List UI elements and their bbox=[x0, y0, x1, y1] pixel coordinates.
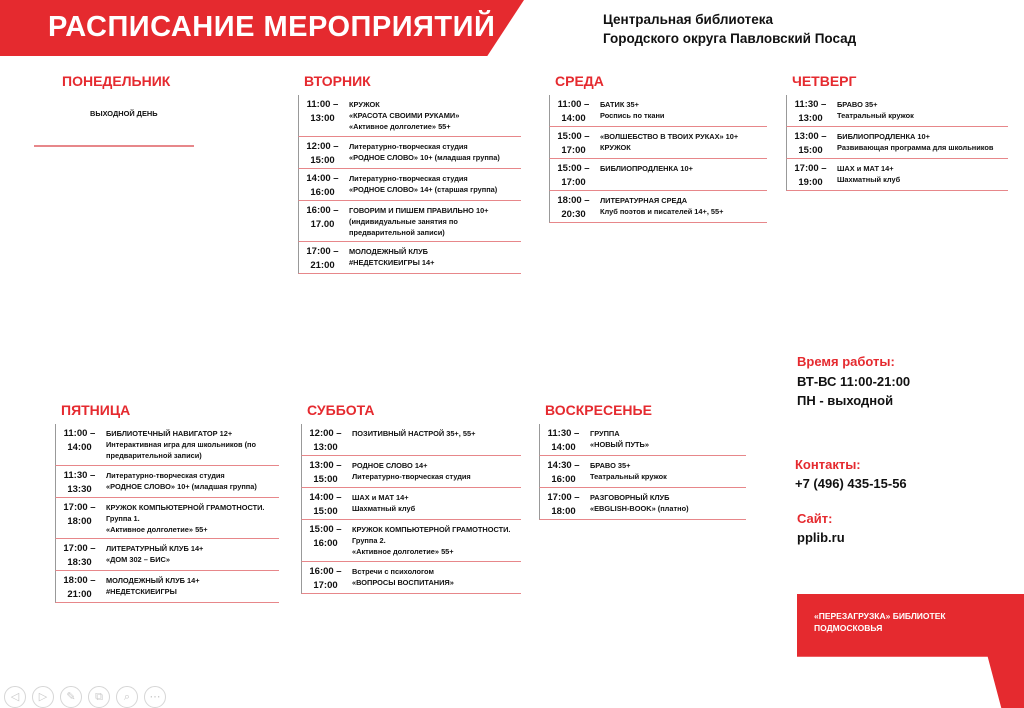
event-time: 14:00 – 16:00 bbox=[306, 172, 339, 198]
event-time: 18:00 – 20:30 bbox=[557, 195, 590, 220]
event-row bbox=[549, 127, 767, 159]
day-title-sunday: ВОСКРЕСЕНЬЕ bbox=[545, 402, 652, 418]
event-description: БИБЛИОПРОДЛЕНКА 10+ Развивающая программа для школьников bbox=[837, 132, 994, 153]
day-title-saturday: СУББОТА bbox=[307, 402, 375, 418]
site-url[interactable]: pplib.ru bbox=[797, 530, 845, 545]
day-title-tuesday: ВТОРНИК bbox=[304, 73, 371, 89]
event-row bbox=[298, 169, 521, 201]
event-description: БРАВО 35+ Театральный кружок bbox=[590, 461, 667, 482]
event-description: БИБЛИОПРОДЛЕНКА 10+ bbox=[600, 164, 693, 173]
event-row bbox=[55, 466, 279, 498]
event-description: ЛИТЕРАТУРНЫЙ КЛУБ 14+ «ДОМ 302 – БИС» bbox=[106, 544, 204, 565]
event-time: 11:30 – 13:30 bbox=[63, 469, 96, 495]
event-list bbox=[786, 95, 1008, 191]
reboot-banner-text: «ПЕРЕЗАГРУЗКА» БИБЛИОТЕК ПОДМОСКОВЬЯ bbox=[814, 611, 946, 633]
zoom-icon[interactable]: ⌕ bbox=[116, 686, 138, 708]
event-row bbox=[549, 191, 767, 223]
day-title-monday: ПОНЕДЕЛЬНИК bbox=[62, 73, 171, 89]
event-time: 11:30 – 14:00 bbox=[547, 428, 580, 453]
event-description: ГРУППА «НОВЫЙ ПУТЬ» bbox=[590, 429, 649, 450]
event-list bbox=[55, 424, 279, 603]
event-description: Литературно-творческая студия «РОДНОЕ СЛОВО» 10+ (младшая группа) bbox=[349, 141, 500, 162]
event-row bbox=[301, 456, 521, 488]
event-time: 16:00 – 17:00 bbox=[309, 565, 342, 591]
working-hours-text: ВТ-ВС 11:00-21:00 ПН - выходной bbox=[797, 374, 911, 408]
event-row bbox=[539, 456, 746, 488]
event-time: 15:00 – 17:00 bbox=[557, 163, 590, 188]
day-off-note: ВЫХОДНОЙ ДЕНЬ bbox=[90, 109, 158, 118]
event-time: 11:00 – 14:00 bbox=[557, 99, 590, 124]
event-row bbox=[301, 520, 521, 562]
more-icon[interactable]: ⋯ bbox=[144, 686, 166, 708]
event-list bbox=[298, 95, 521, 274]
event-row bbox=[55, 539, 279, 571]
event-time: 17:00 – 18:00 bbox=[63, 501, 96, 527]
event-row bbox=[301, 562, 521, 594]
event-row bbox=[55, 571, 279, 603]
event-row bbox=[298, 201, 521, 243]
event-list bbox=[549, 95, 767, 223]
event-row bbox=[549, 159, 767, 191]
event-time: 17:00 – 19:00 bbox=[794, 163, 827, 188]
event-description: «ВОЛШЕБСТВО В ТВОИХ РУКАХ» 10+ КРУЖОК bbox=[600, 132, 739, 153]
previous-icon[interactable]: ◁ bbox=[4, 686, 26, 708]
event-row bbox=[298, 242, 521, 274]
event-description: ШАХ и МАТ 14+ Шахматный клуб bbox=[837, 164, 901, 185]
event-description: РОДНОЕ СЛОВО 14+ Литературно-творческая студия bbox=[352, 461, 471, 482]
event-description: КРУЖОК «КРАСОТА СВОИМИ РУКАМИ» «Активное долголетие» 55+ bbox=[349, 100, 460, 132]
event-time: 12:00 – 15:00 bbox=[306, 140, 339, 166]
event-description: КРУЖОК КОМПЬЮТЕРНОЙ ГРАМОТНОСТИ. Группа 2. «Активное долголетие» 55+ bbox=[352, 525, 511, 557]
organization-name bbox=[603, 10, 856, 48]
event-row bbox=[539, 424, 746, 456]
event-row bbox=[786, 95, 1008, 127]
event-description: ШАХ и МАТ 14+ Шахматный клуб bbox=[352, 493, 416, 514]
event-row bbox=[301, 488, 521, 520]
event-time: 17:00 – 18:00 bbox=[547, 492, 580, 517]
event-description: Литературно-творческая студия «РОДНОЕ СЛОВО» 10+ (младшая группа) bbox=[106, 470, 257, 491]
event-description: ЛИТЕРАТУРНАЯ СРЕДА Клуб поэтов и писателей 14+, 55+ bbox=[600, 196, 724, 217]
event-description: Встречи с психологом «ВОПРОСЫ ВОСПИТАНИЯ» bbox=[352, 566, 454, 587]
event-list bbox=[539, 424, 746, 520]
event-time: 17:00 – 18:30 bbox=[63, 543, 96, 569]
event-time: 18:00 – 21:00 bbox=[63, 575, 96, 601]
slides-icon[interactable]: ⧉ bbox=[88, 686, 110, 708]
org-line-2: Городского округа Павловский Посад bbox=[603, 31, 857, 46]
event-description: ПОЗИТИВНЫЙ НАСТРОЙ 35+, 55+ bbox=[352, 429, 476, 438]
day-title-friday: ПЯТНИЦА bbox=[61, 402, 131, 418]
event-time: 13:00 – 15:00 bbox=[794, 131, 827, 156]
event-description: МОЛОДЕЖНЫЙ КЛУБ 14+ #НЕДЕТСКИЕИГРЫ bbox=[106, 576, 200, 597]
event-time: 16:00 – 17.00 bbox=[306, 204, 339, 230]
event-description: РАЗГОВОРНЫЙ КЛУБ «EBGLISH-BOOK» (платно) bbox=[590, 493, 689, 514]
working-hours-label: Время работы: bbox=[797, 354, 895, 369]
event-time: 12:00 – 13:00 bbox=[309, 428, 342, 453]
event-time: 17:00 – 21:00 bbox=[306, 246, 339, 272]
event-description: БРАВО 35+ Театральный кружок bbox=[837, 100, 914, 121]
event-row bbox=[539, 488, 746, 520]
viewer-controls bbox=[4, 686, 166, 708]
page-title: РАСПИСАНИЕ МЕРОПРИЯТИЙ bbox=[48, 11, 496, 43]
event-time: 14:30 – 16:00 bbox=[547, 460, 580, 485]
event-row bbox=[786, 159, 1008, 191]
event-row bbox=[298, 95, 521, 137]
event-description: КРУЖОК КОМПЬЮТЕРНОЙ ГРАМОТНОСТИ. Группа 1. «Активное долголетие» 55+ bbox=[106, 502, 265, 535]
event-row bbox=[549, 95, 767, 127]
event-row bbox=[301, 424, 521, 456]
event-row bbox=[55, 498, 279, 540]
event-row bbox=[786, 127, 1008, 159]
event-time: 11:00 – 14:00 bbox=[63, 428, 96, 453]
event-time: 13:00 – 15:00 bbox=[309, 460, 342, 485]
event-list bbox=[301, 424, 521, 594]
site-label: Сайт: bbox=[797, 511, 833, 526]
event-time: 11:30 – 13:00 bbox=[794, 99, 827, 124]
event-row bbox=[298, 137, 521, 169]
pen-icon[interactable]: ✎ bbox=[60, 686, 82, 708]
event-description: БАТИК 35+ Роспись по ткани bbox=[600, 100, 665, 121]
event-time: 15:00 – 16:00 bbox=[309, 524, 342, 549]
event-description: ГОВОРИМ И ПИШЕМ ПРАВИЛЬНО 10+ (индивидуальные занятия по предварительной записи) bbox=[349, 205, 489, 238]
event-description: Литературно-творческая студия «РОДНОЕ СЛОВО» 14+ (старшая группа) bbox=[349, 173, 498, 194]
day-title-wednesday: СРЕДА bbox=[555, 73, 604, 89]
divider bbox=[34, 145, 194, 147]
event-description: МОЛОДЕЖНЫЙ КЛУБ #НЕДЕТСКИЕИГРЫ 14+ bbox=[349, 247, 435, 268]
event-time: 15:00 – 17:00 bbox=[557, 131, 590, 156]
contacts-label: Контакты: bbox=[795, 457, 861, 472]
next-icon[interactable]: ▷ bbox=[32, 686, 54, 708]
event-row bbox=[55, 424, 279, 466]
event-time: 14:00 – 15:00 bbox=[309, 492, 342, 517]
phone-number: +7 (496) 435-15-56 bbox=[795, 476, 907, 491]
event-time: 11:00 – 13:00 bbox=[306, 99, 339, 124]
day-title-thursday: ЧЕТВЕРГ bbox=[792, 73, 857, 89]
org-line-1: Центральная библиотека bbox=[603, 12, 774, 27]
event-description: БИБЛИОТЕЧНЫЙ НАВИГАТОР 12+ Интерактивная игра для школьников (по предварительной записи) bbox=[106, 429, 257, 461]
